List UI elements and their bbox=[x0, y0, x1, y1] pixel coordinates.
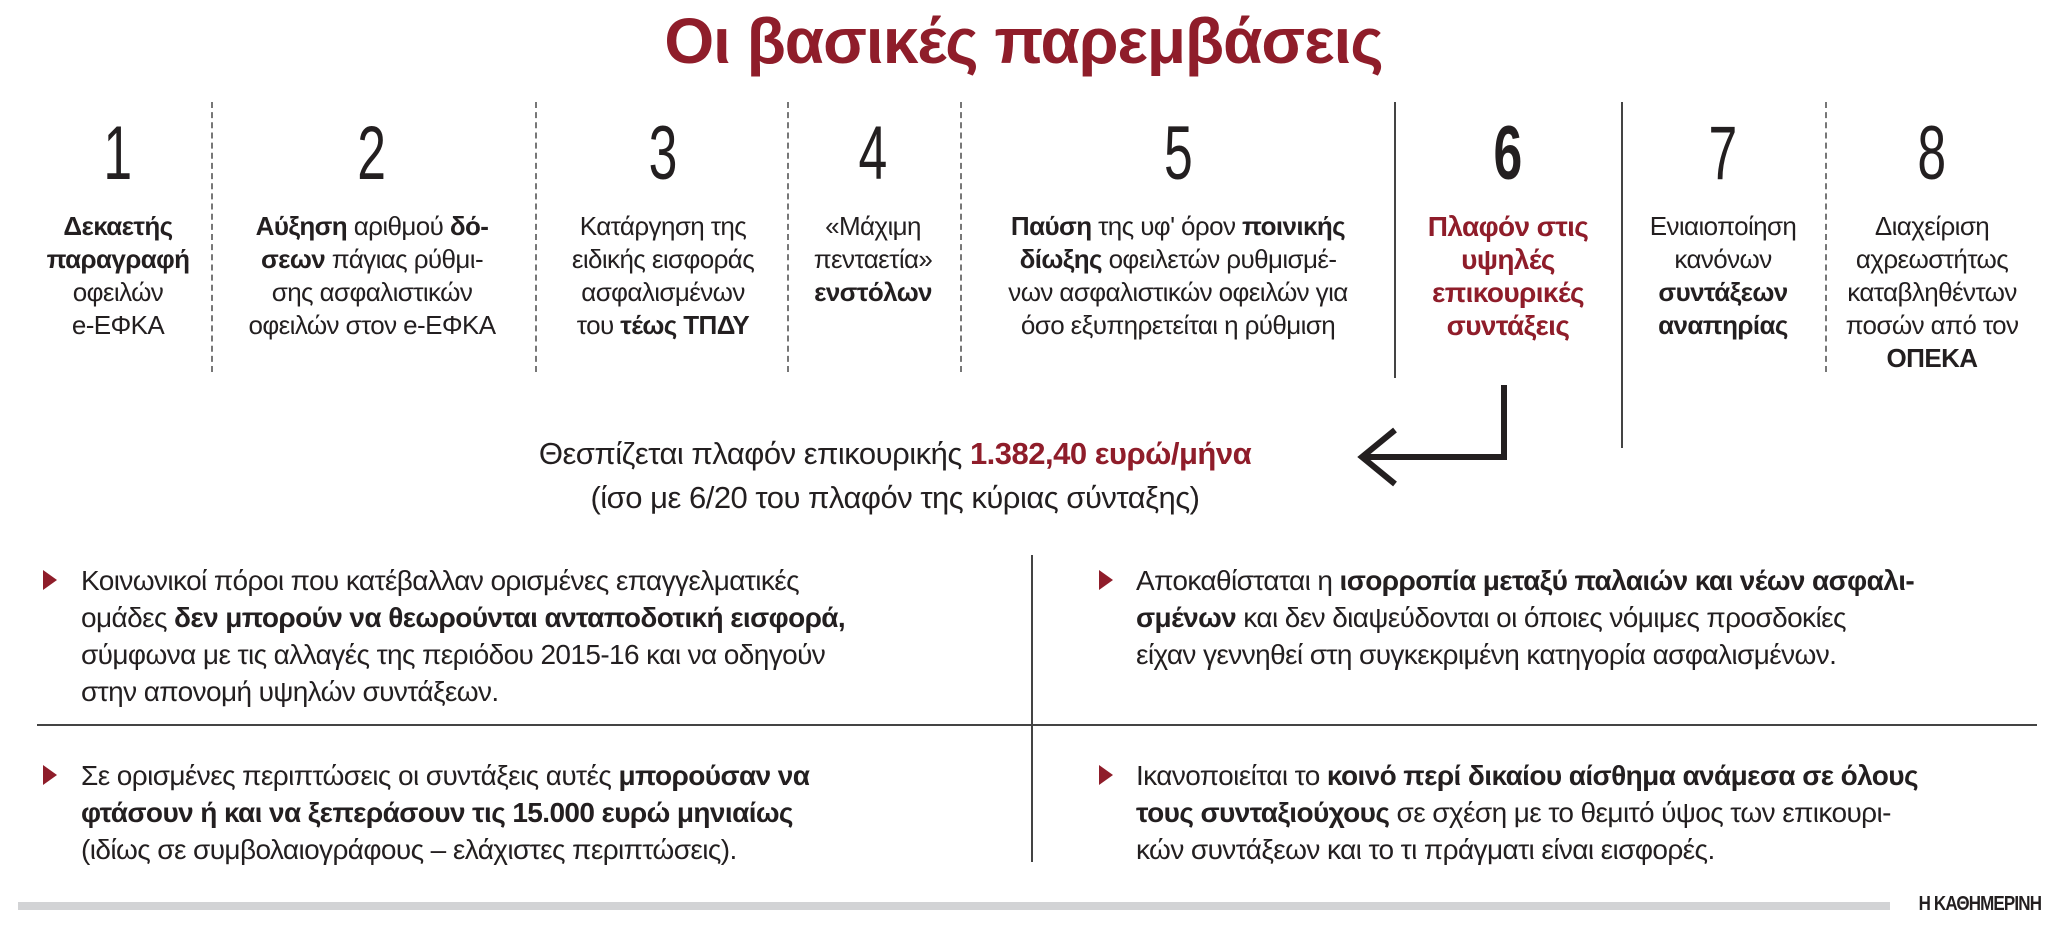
summary-text: Θεσπίζεται πλαφόν επικουρικής bbox=[538, 436, 970, 471]
bold-text-run: συντάξεων bbox=[1658, 277, 1788, 307]
bullet-triangle-icon bbox=[43, 570, 57, 590]
text-run: πάγιας ρύθμι- bbox=[325, 244, 484, 274]
text-run: της υφ' όρον bbox=[1091, 211, 1242, 241]
bold-text-run: ενστόλων bbox=[814, 277, 932, 307]
item-number: 2 bbox=[357, 111, 387, 196]
column-divider bbox=[1825, 102, 1827, 372]
text-line bbox=[47, 210, 190, 243]
footer-rule bbox=[18, 902, 1890, 910]
text-line bbox=[572, 276, 754, 309]
text-run: κών συντάξεων και το τι πράγματι είναι εισφορές. bbox=[1136, 834, 1715, 865]
text-run: του bbox=[576, 310, 621, 340]
bullet-triangle-icon bbox=[43, 765, 57, 785]
text-run: οφειλετών ρυθμισμέ- bbox=[1101, 244, 1337, 274]
text-line bbox=[1136, 794, 1918, 831]
item-number: 7 bbox=[1708, 111, 1738, 196]
text-run: όσο εξυπηρετείται η ρύθμιση bbox=[1020, 310, 1336, 340]
bold-text-run: αναπηρίας bbox=[1658, 310, 1788, 340]
text-line bbox=[1846, 276, 2019, 309]
text-line bbox=[1136, 599, 1914, 636]
bold-text-run: υψηλές bbox=[1461, 244, 1555, 275]
text-run: Ικανοποιείται το bbox=[1136, 760, 1327, 791]
text-run: οφειλών στον e-ΕΦΚΑ bbox=[248, 310, 496, 340]
bullet-triangle-icon bbox=[1099, 765, 1113, 785]
text-run: Αποκαθίσταται η bbox=[1136, 565, 1340, 596]
bold-text-run: τέως ΤΠΔΥ bbox=[620, 310, 750, 340]
text-line bbox=[1008, 243, 1347, 276]
bold-text-run: συντάξεις bbox=[1446, 310, 1570, 341]
text-line bbox=[572, 309, 754, 342]
item-description bbox=[1650, 210, 1797, 342]
text-line bbox=[249, 243, 496, 276]
text-run: σε σχέση με το θεμιτό ύψος των επικουρι- bbox=[1389, 797, 1891, 828]
text-run: Κατάργηση της bbox=[579, 211, 747, 241]
text-run: σης ασφαλιστικών bbox=[271, 277, 473, 307]
text-run: ποσών από τον bbox=[1845, 310, 2019, 340]
page-title: Οι βασικές παρεμβάσεις bbox=[664, 5, 1383, 77]
intervention-item-4 bbox=[814, 112, 933, 309]
text-line bbox=[81, 562, 845, 599]
text-line bbox=[249, 210, 496, 243]
text-run: αριθμού bbox=[353, 211, 450, 241]
bold-text-run: ΟΠΕΚΑ bbox=[1886, 343, 1978, 373]
bold-text-run: δεν μπορούν να θεωρούνται ανταποδοτική εισφορά, bbox=[174, 602, 846, 633]
text-line bbox=[47, 309, 190, 342]
text-line bbox=[1846, 342, 2019, 375]
item-description bbox=[47, 210, 190, 342]
text-line bbox=[814, 276, 933, 309]
bullet-point bbox=[1136, 562, 1914, 673]
summary-note: (ίσο με 6/20 του πλαφόν της κύριας σύνταξης) bbox=[590, 480, 1200, 515]
column-divider bbox=[1621, 102, 1623, 448]
bold-text-run: Δεκαετής bbox=[63, 211, 173, 241]
text-run: «Μάχιμη bbox=[825, 211, 921, 241]
text-run: Σε ορισμένες περιπτώσεις οι συντάξεις αυτές bbox=[81, 760, 619, 791]
text-line bbox=[1136, 831, 1918, 868]
column-divider bbox=[1394, 102, 1396, 378]
intervention-item-8 bbox=[1846, 112, 2019, 375]
text-line bbox=[1008, 210, 1347, 243]
item-description bbox=[1008, 210, 1347, 342]
text-line bbox=[1428, 210, 1589, 243]
text-line bbox=[1008, 276, 1347, 309]
text-run: ειδικής εισφοράς bbox=[571, 244, 755, 274]
bold-text-run: σεων bbox=[260, 244, 326, 274]
text-run: σύμφωνα με τις αλλαγές της περιόδου 2015-16 και να οδηγούν bbox=[81, 639, 826, 670]
text-run: ομάδες bbox=[81, 602, 175, 633]
item-number: 8 bbox=[1917, 111, 1947, 196]
item-description bbox=[249, 210, 496, 342]
text-line bbox=[249, 276, 496, 309]
text-line bbox=[1428, 243, 1589, 276]
text-line bbox=[81, 673, 845, 710]
text-line bbox=[1846, 210, 2019, 243]
bold-text-run: ποινικής bbox=[1242, 211, 1346, 241]
text-line bbox=[1136, 757, 1918, 794]
bold-text-run: ισορροπία μεταξύ παλαιών και νέων ασφαλι- bbox=[1339, 565, 1915, 596]
column-divider bbox=[960, 102, 962, 372]
bullet-point bbox=[1136, 757, 1918, 868]
bullet-point bbox=[81, 757, 809, 868]
item-description bbox=[1846, 210, 2019, 375]
text-line bbox=[814, 243, 933, 276]
bold-text-run: φτάσουν ή και να ξεπεράσουν τις 15.000 ευρώ μηνιαίως bbox=[81, 797, 793, 828]
text-line bbox=[81, 636, 845, 673]
text-run: (ιδίως σε συμβολαιογράφους – ελάχιστες περιπτώσεις). bbox=[81, 834, 737, 865]
bold-text-run: Αύξηση bbox=[255, 211, 348, 241]
column-divider bbox=[211, 102, 213, 372]
text-run: Διαχείριση bbox=[1874, 211, 1990, 241]
item-number: 6 bbox=[1493, 111, 1523, 196]
text-line bbox=[1650, 276, 1797, 309]
intervention-item-1 bbox=[47, 112, 190, 342]
bold-text-run: Παύση bbox=[1010, 211, 1092, 241]
summary-amount: 1.382,40 ευρώ/μήνα bbox=[969, 436, 1252, 471]
item-number: 3 bbox=[648, 111, 678, 196]
bullet-divider-vertical bbox=[1031, 555, 1033, 862]
bold-text-run: τους συνταξιούχους bbox=[1136, 797, 1390, 828]
bullet-divider-horizontal bbox=[37, 724, 2037, 726]
intervention-item-7 bbox=[1650, 112, 1797, 342]
text-line bbox=[47, 276, 190, 309]
text-run: στην απονομή υψηλών συντάξεων. bbox=[81, 676, 499, 707]
text-line bbox=[47, 243, 190, 276]
text-line bbox=[81, 831, 809, 868]
bold-text-run: επικουρικές bbox=[1432, 277, 1584, 308]
text-line bbox=[1650, 309, 1797, 342]
text-run: καταβληθέντων bbox=[1847, 277, 2017, 307]
text-line bbox=[1008, 309, 1347, 342]
text-line bbox=[249, 309, 496, 342]
item-number: 1 bbox=[103, 111, 133, 196]
text-run: οφειλών bbox=[72, 277, 164, 307]
text-line bbox=[81, 599, 845, 636]
text-run: πενταετία» bbox=[813, 244, 933, 274]
text-line bbox=[572, 243, 754, 276]
text-run: κανόνων bbox=[1674, 244, 1772, 274]
bold-text-run: Πλαφόν στις bbox=[1427, 211, 1589, 242]
column-divider bbox=[535, 102, 537, 372]
text-line bbox=[814, 210, 933, 243]
intervention-item-5 bbox=[1008, 112, 1347, 342]
text-line bbox=[1428, 276, 1589, 309]
bold-text-run: παραγραφή bbox=[46, 244, 190, 274]
intervention-item-3 bbox=[572, 112, 754, 342]
text-line bbox=[572, 210, 754, 243]
text-run: Ενιαιοποίηση bbox=[1649, 211, 1797, 241]
item-description bbox=[814, 210, 933, 309]
bold-text-run: σμένων bbox=[1136, 602, 1237, 633]
text-line bbox=[1650, 243, 1797, 276]
text-run: και δεν διαψεύδονται οι όποιες νόμιμες προσδοκίες bbox=[1236, 602, 1846, 633]
text-line bbox=[1428, 309, 1589, 342]
bullet-triangle-icon bbox=[1099, 570, 1113, 590]
text-run: e-ΕΦΚΑ bbox=[71, 310, 165, 340]
item-number: 5 bbox=[1163, 111, 1193, 196]
bullet-point bbox=[81, 562, 845, 710]
column-divider bbox=[787, 102, 789, 372]
text-run: αχρεωστήτως bbox=[1855, 244, 2009, 274]
text-line bbox=[1650, 210, 1797, 243]
text-run: ασφαλισμένων bbox=[581, 277, 745, 307]
text-line bbox=[1846, 243, 2019, 276]
text-line bbox=[1136, 562, 1914, 599]
text-run: Κοινωνικοί πόροι που κατέβαλλαν ορισμένες επαγγελματικές bbox=[81, 565, 800, 596]
item-description bbox=[572, 210, 754, 342]
bold-text-run: δό- bbox=[449, 211, 489, 241]
text-line bbox=[1846, 309, 2019, 342]
intervention-item-6 bbox=[1428, 112, 1589, 342]
text-line bbox=[81, 757, 809, 794]
intervention-item-2 bbox=[249, 112, 496, 342]
bold-text-run: κοινό περί δικαίου αίσθημα ανάμεσα σε όλους bbox=[1326, 760, 1918, 791]
text-line bbox=[1136, 636, 1914, 673]
publisher-logo: Η ΚΑΘΗΜΕΡΙΝΗ bbox=[1918, 893, 2041, 915]
text-run: νων ασφαλιστικών οφειλών για bbox=[1008, 277, 1348, 307]
text-line bbox=[81, 794, 809, 831]
bold-text-run: δίωξης bbox=[1019, 244, 1102, 274]
summary bbox=[0, 432, 1790, 520]
text-run: είχαν γεννηθεί στη συγκεκριμένη κατηγορία ασφαλισμένων. bbox=[1136, 639, 1837, 670]
item-number: 4 bbox=[858, 111, 888, 196]
bold-text-run: μπορούσαν να bbox=[618, 760, 810, 791]
item-description bbox=[1428, 210, 1589, 342]
